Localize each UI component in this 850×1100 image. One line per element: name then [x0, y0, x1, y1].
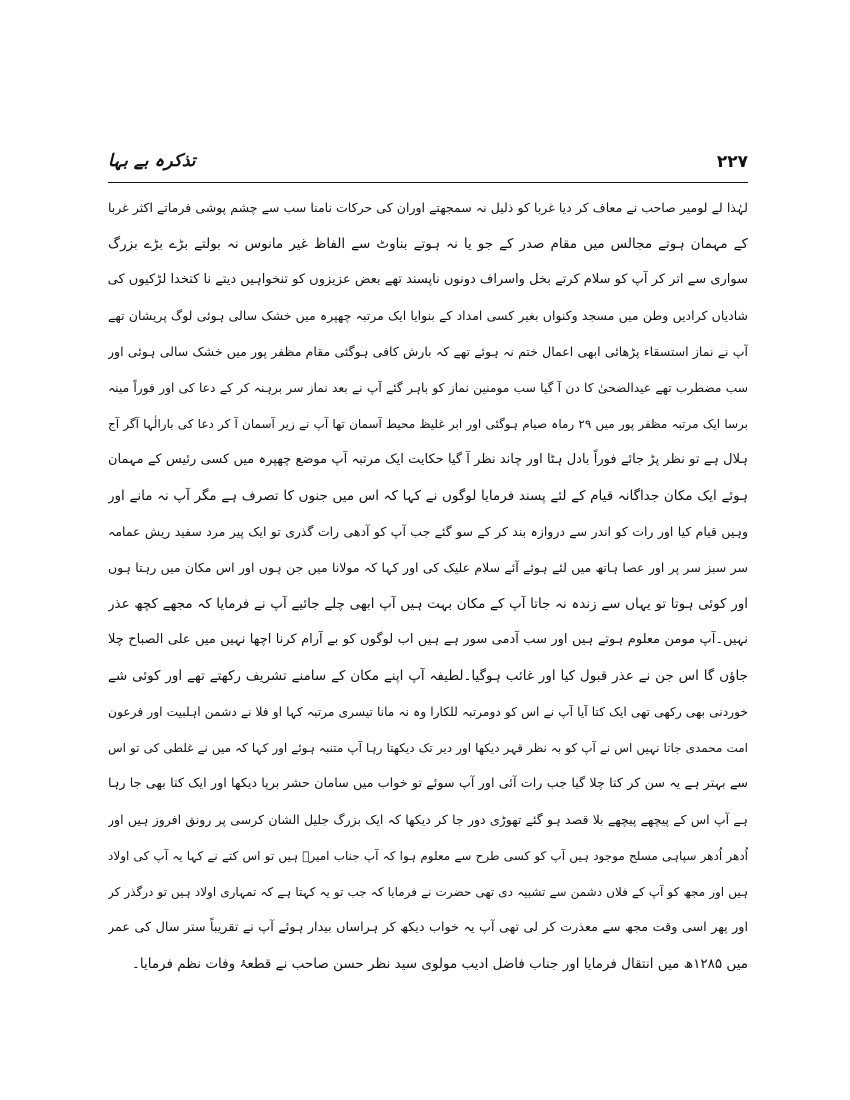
- text-line: اُدھر اُدھر سپاہی مسلح موجود ہیں آپ کو کسی طرح سے معلوم ہوا کہ آپ جناب امیرؑ ہیں تو اس کتے نے کہا یہ آپ کی اولاد: [108, 849, 748, 863]
- header-divider: [108, 182, 748, 183]
- text-line: امت محمدی جاتا نہیں اس نے آپ کو بہ نظر قہر دیکھا اور دیر تک دیکھتا رہا آپ متنبہ ہوئے اور کہا کہ میں نے غلطی کی تو اس: [108, 741, 748, 755]
- text-line: وہیں قیام کیا اور رات کو اندر سے دروازہ بند کر کے سو گئے جب آپ کو آدھی رات گذری تو ایک پیر مرد سفید ریش عمامہ: [108, 524, 748, 539]
- text-line: شادیاں کرادیں وطن میں مسجد وکنواں بغیر کسی امداد کے بنوایا ایک مرتبہ چھپرہ میں خشک سالی ہوئی لوگ پریشان تھے: [108, 308, 748, 323]
- page-header: [108, 150, 748, 180]
- text-line: سواری سے اتر کر آپ کو سلام کرتے بخل واسراف دونوں ناپسند تھے بعض عزیزوں کو تنخواہیں دیتے نا کتخدا لڑکیوں کی: [108, 272, 748, 287]
- text-line: ہیں اور مجھ کو آپ کے فلاں دشمن سے تشبیہ دی تھی حضرت نے فرمایا کہ جب تو یہ کہتا ہے کہ تمہاری اولاد ہیں تو درگذر کر: [108, 885, 748, 899]
- text-line: ہے آپ اس کے پیچھے پیچھے بلا قصد ہو گئے تھوڑی دور جا کر دیکھا کہ ایک بزرگ جلیل الشان کرسی پر رونق افروز ہیں اور: [108, 812, 748, 827]
- text-line: میں ۱۲۸۵ھ میں انتقال فرمایا اور جناب فاضل ادیب مولوی سید نظر حسن صاحب نے قطعۂ وفات نظم فرمایا۔: [131, 956, 748, 972]
- text-line: برسا ایک مرتبہ مظفر پور میں ۲۹ رماہ صیام ہوگئی اور ابر غلیظ محیط آسمان تھا آپ نے زیر آسمان آ کر دعا کی بارالٰہا آگر آج: [108, 417, 748, 431]
- text-line: آپ نے نماز استسقاء پڑھائی ابھی اعمال ختم نہ ہوئے تھے کہ بارش کافی ہوگئی مقام مظفر پور میں خشک سالی ہوئی اور: [108, 344, 748, 359]
- text-line: لہٰذا لے لومیر صاحب نے معاف کر دیا غربا کو ذلیل نہ سمجھتے اوران کی حرکات نامنا سب سے چشم پوشی فرماتے اکثر غربا: [108, 200, 748, 215]
- book-title: تذکرہ بے بہا: [108, 151, 196, 171]
- text-line: ہوئے ایک مکان جداگانہ قیام کے لئے پسند فرمایا لوگوں نے کہا کہ اس میں جنوں کا تصرف ہے مگر آپ نہ مانے اور: [108, 488, 748, 504]
- text-line: سب مضطرب تھے عیدالضحیٰ کا دن آ گیا سب مومنین نماز کو باہر گئے آپ نے بعد نماز سر برہنہ کر کے دعا کی اور فوراً مینہ: [108, 381, 748, 395]
- body-text: [108, 190, 748, 982]
- text-line: ہلال ہے تو نظر پڑ جائے فوراً بادل ہٹا اور چاند نظر آ گیا حکایت ایک مرتبہ آپ موضع چھپرہ میں کسی رئیس کے مہمان: [108, 452, 748, 467]
- text-line: خوردنی بھی رکھی تھی ایک کتا آیا آپ نے اس کو دومرتبہ للکارا وہ نہ مانا تیسری مرتبہ کہا او فلا نے دشمن اہلبیت اور فرعون: [108, 705, 748, 719]
- text-line: اور پھر اسی وقت مجھ سے معذرت کر لی تھی آپ یہ خواب دیکھ کر ہراساں بیدار ہوئے آپ نے تقریباً ستر سال کی عمر: [108, 920, 748, 935]
- text-line: کے مہمان ہوتے مجالس میں مقام صدر کے جو یا نہ ہوتے بناوٹ سے الفاظ غیر مانوس نہ بولتے بڑے بڑے بزرگ: [108, 236, 748, 252]
- page-number: ۲۲۷: [716, 152, 748, 172]
- text-line: اور کوئی ہوتا تو یہاں سے زندہ نہ جاتا آپ کے مکان بہت ہیں آپ ابھی چلے جائیے آپ نے فرمایا کہ مجھے کچھ عذر: [108, 596, 748, 612]
- text-line: نہیں۔آپ مومن معلوم ہوتے ہیں اور سب آدمی سور ہے ہیں اب لوگوں کو بے آرام کرنا اچھا نہیں میں علی الصباح چلا: [108, 632, 748, 647]
- text-line: جاؤں گا اس جن نے عذر قبول کیا اور غائب ہوگیا۔لطیفہ آپ اپنے مکان کے سامنے تشریف رکھتے تھے اور کوئی شے: [108, 668, 748, 684]
- text-line: سر سبز سر پر اور عصا ہاتھ میں لئے ہوئے آئے سلام علیک کی اور کہا کہ مولانا میں جن ہوں اور اس مکان میں رہتا ہوں: [108, 560, 748, 575]
- text-line: سے بہتر ہے یہ سن کر کتا چلا گیا جب رات آئی اور آپ سوئے تو خواب میں سامان حشر برپا دیکھا اور ایک کتا بھی جا رہا: [108, 776, 748, 791]
